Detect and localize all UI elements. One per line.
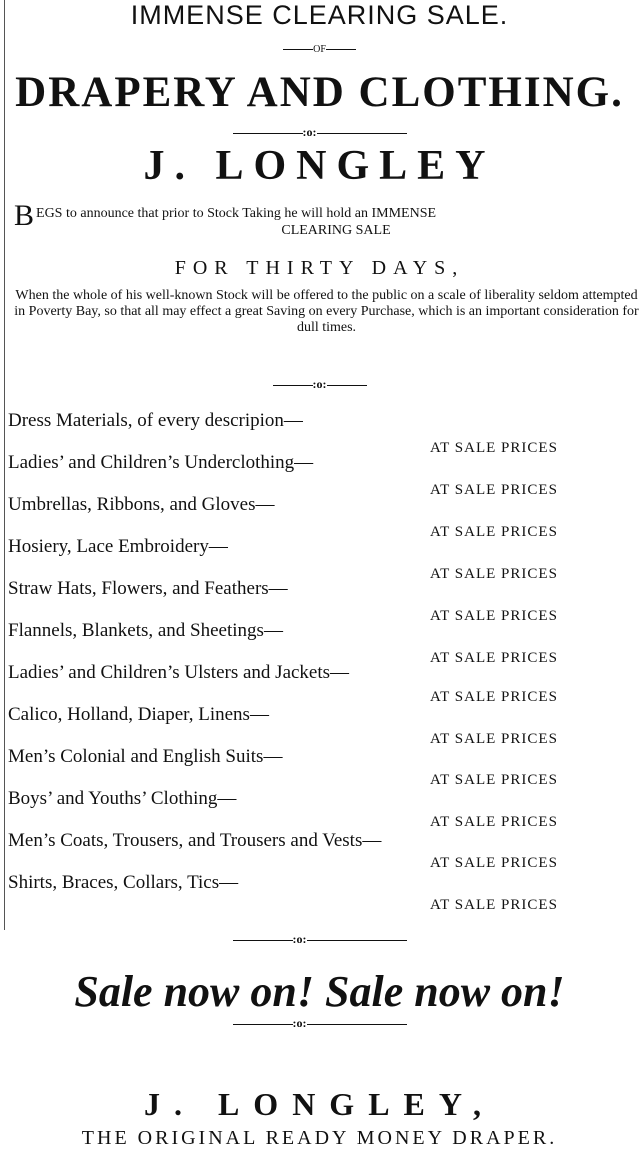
separator: :o:: [0, 377, 639, 392]
rule: [307, 940, 407, 941]
separator: :o:: [0, 932, 639, 947]
tagline: THE ORIGINAL READY MONEY DRAPER.: [81, 1127, 558, 1149]
rule: [317, 133, 407, 134]
list-item: Straw Hats, Flowers, and Feathers—: [8, 578, 288, 599]
list-item: Boys’ and Youths’ Clothing—: [8, 788, 237, 809]
rule: [283, 49, 313, 50]
separator: :o:: [0, 1016, 639, 1031]
announcement: [14, 199, 636, 239]
rule: [307, 1024, 407, 1025]
price-label: AT SALE PRICES: [430, 855, 558, 871]
list-item: Dress Materials, of every descripion—: [8, 410, 303, 431]
drop-cap: B: [14, 199, 35, 232]
duration: FOR THIRTY DAYS,: [174, 257, 465, 279]
price-label: AT SALE PRICES: [430, 814, 558, 830]
headline: IMMENSE CLEARING SALE.: [130, 0, 509, 30]
announcement-line-1: EGS to announce that prior to Stock Taking he will hold an IMMENSE: [36, 206, 437, 221]
list-item: Men’s Coats, Trousers, and Trousers and Vests—: [8, 830, 382, 851]
rule: [233, 133, 303, 134]
list-item: Ladies’ and Children’s Ulsters and Jackets—: [8, 662, 350, 683]
price-label: AT SALE PRICES: [430, 897, 558, 913]
price-label: AT SALE PRICES: [430, 650, 558, 666]
price-label: AT SALE PRICES: [430, 524, 558, 540]
list-item: Umbrellas, Ribbons, and Gloves—: [8, 494, 275, 515]
announcement-line-2: CLEARING SALE: [281, 223, 391, 238]
of-line: [0, 44, 639, 55]
merchant-name: J. LONGLEY: [143, 143, 496, 189]
list-item: Hosiery, Lace Embroidery—: [8, 536, 228, 557]
price-label: AT SALE PRICES: [430, 608, 558, 624]
list-item: Calico, Holland, Diaper, Linens—: [8, 704, 269, 725]
list-item: Flannels, Blankets, and Sheetings—: [8, 620, 283, 641]
rule: [327, 385, 367, 386]
price-label: AT SALE PRICES: [430, 482, 558, 498]
price-label: AT SALE PRICES: [430, 689, 558, 705]
rule: [326, 49, 356, 50]
list-item: Shirts, Braces, Collars, Tics—: [8, 872, 239, 893]
price-label: AT SALE PRICES: [430, 440, 558, 456]
rule: [233, 940, 293, 941]
sale-now-banner: Sale now on! Sale now on!: [74, 967, 565, 1016]
price-label: AT SALE PRICES: [430, 731, 558, 747]
subtitle: DRAPERY AND CLOTHING.: [15, 69, 624, 116]
price-label: AT SALE PRICES: [430, 772, 558, 788]
price-label: AT SALE PRICES: [430, 566, 558, 582]
list-item: Men’s Colonial and English Suits—: [8, 746, 283, 767]
list-item: Ladies’ and Children’s Underclothing—: [8, 452, 314, 473]
of-word: OF: [313, 44, 326, 55]
separator: :o:: [0, 125, 639, 140]
intro-paragraph: When the whole of his well-known Stock will be offered to the public on a scale of liberality seldom attempted in Poverty Bay, so that all may effect a great Saving on every Purchase, which is an important consideration for dull times.: [14, 288, 639, 335]
signature-name: J. LONGLEY,: [143, 1086, 496, 1122]
rule: [273, 385, 313, 386]
rule: [233, 1024, 293, 1025]
